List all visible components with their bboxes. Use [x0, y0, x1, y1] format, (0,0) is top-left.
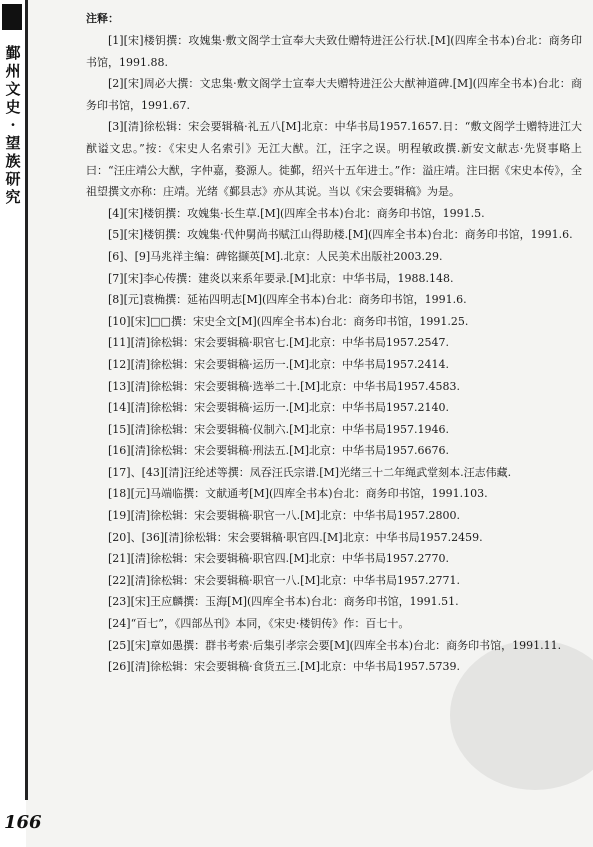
note-item: [13][清]徐松辑：宋会要辑稿·选举二十.[M]北京：中华书局1957.4583. — [108, 379, 460, 393]
running-title: 鄞州文史·望族研究 — [5, 44, 21, 206]
note-item: [14][清]徐松辑：宋会要辑稿·运历一.[M]北京：中华书局1957.2140. — [108, 401, 449, 415]
note-item: [23][宋]王应麟撰：玉海[M](四库全书本)台北：商务印书馆，1991.51. — [108, 595, 459, 609]
sidebar-marker — [2, 4, 22, 30]
note-item: [2][宋]周必大撰：文忠集·敷文阁学士宣奉大夫赠特进汪公大猷神道碑.[M](四库全书本)台北：商务印书馆，1991.67. — [86, 77, 582, 112]
note-item: [15][清]徐松辑：宋会要辑稿·仪制六.[M]北京：中华书局1957.1946. — [108, 422, 449, 436]
note-item: [25][宋]章如愚撰：群书考索·后集引孝宗会要[M](四库全书本)台北：商务印书馆，1991.11. — [108, 638, 562, 652]
note-item: [12][清]徐松辑：宋会要辑稿·运历一.[M]北京：中华书局1957.2414. — [108, 357, 449, 371]
note-item: [21][清]徐松辑：宋会要辑稿·职官四.[M]北京：中华书局1957.2770. — [108, 552, 449, 566]
sidebar — [0, 0, 42, 847]
note-item: [18][元]马端临撰：文献通考[M](四库全书本)台北：商务印书馆，1991.103. — [108, 487, 488, 501]
note-item: [20]、[36][清]徐松辑：宋会要辑稿·职官四.[M]北京：中华书局1957.2459. — [108, 530, 483, 544]
note-item: [8][元]袁桷撰：延祐四明志[M](四库全书本)台北：商务印书馆，1991.6. — [108, 293, 467, 307]
note-item: [5][宋]楼钥撰：攻媿集·代仲舅尚书赋江山得助楼.[M](四库全书本)台北：商务印书馆，1991.6. — [108, 228, 573, 242]
note-item: [3][清]徐松辑：宋会要辑稿·礼五八[M]北京：中华书局1957.1657.日：“敷文阁学士赠特进江大猷谥文忠。”按：《宋史人名索引》无江大猷。江，汪字之误。明程敏政撰.新安文献志·先贤事略上曰：“汪庄靖公大猷，字仲嘉，婺源人。徙鄞，绍兴十五年进士。”作：溢庄靖。注曰据《宋史本传》，全祖望撰文亦称：庄靖。光绪《鄞县志》亦从其说。当以《宋会要辑稿》为是。 — [86, 120, 582, 199]
sidebar-rule — [25, 0, 28, 800]
note-item: [22][清]徐松辑：宋会要辑稿·职官一八.[M]北京：中华书局1957.2771. — [108, 573, 460, 587]
note-item: [7][宋]李心传撰：建炎以来系年要录.[M]北京：中华书局，1988.148. — [108, 271, 454, 285]
notes-heading: 注释： — [86, 12, 119, 25]
note-item: [19][清]徐松辑：宋会要辑稿·职官一八.[M]北京：中华书局1957.2800. — [108, 509, 460, 523]
note-item: [10][宋]□□撰：宋史全文[M](四库全书本)台北：商务印书馆，1991.25. — [108, 314, 469, 328]
note-item: [11][清]徐松辑：宋会要辑稿·职官七.[M]北京：中华书局1957.2547. — [108, 336, 449, 350]
note-item: [24]“百七”，《四部丛刊》本同，《宋史·楼钥传》作：百七十。 — [108, 617, 410, 631]
note-item: [26][清]徐松辑：宋会要辑稿·食货五三.[M]北京：中华书局1957.5739. — [108, 660, 460, 674]
note-item: [1][宋]楼钥撰：攻媿集·敷文阁学士宣奉大夫致仕赠特进汪公行状.[M](四库全书本)台北：商务印书馆，1991.88. — [86, 34, 582, 69]
note-item: [16][清]徐松辑：宋会要辑稿·刑法五.[M]北京：中华书局1957.6676. — [108, 444, 449, 458]
notes-section — [86, 8, 582, 678]
note-item: [6]、[9]马兆祥主编：碑铭撷英[M].北京：人民美术出版社2003.29. — [108, 249, 443, 263]
note-item: [4][宋]楼钥撰：攻媿集·长生草.[M](四库全书本)台北：商务印书馆，1991.5. — [108, 206, 485, 220]
note-item: [17]、[43][清]汪纶述等撰：凤吞汪氏宗谱.[M]光绪三十二年绳武堂刻本.汪志伟藏. — [108, 465, 512, 479]
notes-list — [86, 30, 582, 678]
page-number: 166 — [4, 812, 42, 833]
